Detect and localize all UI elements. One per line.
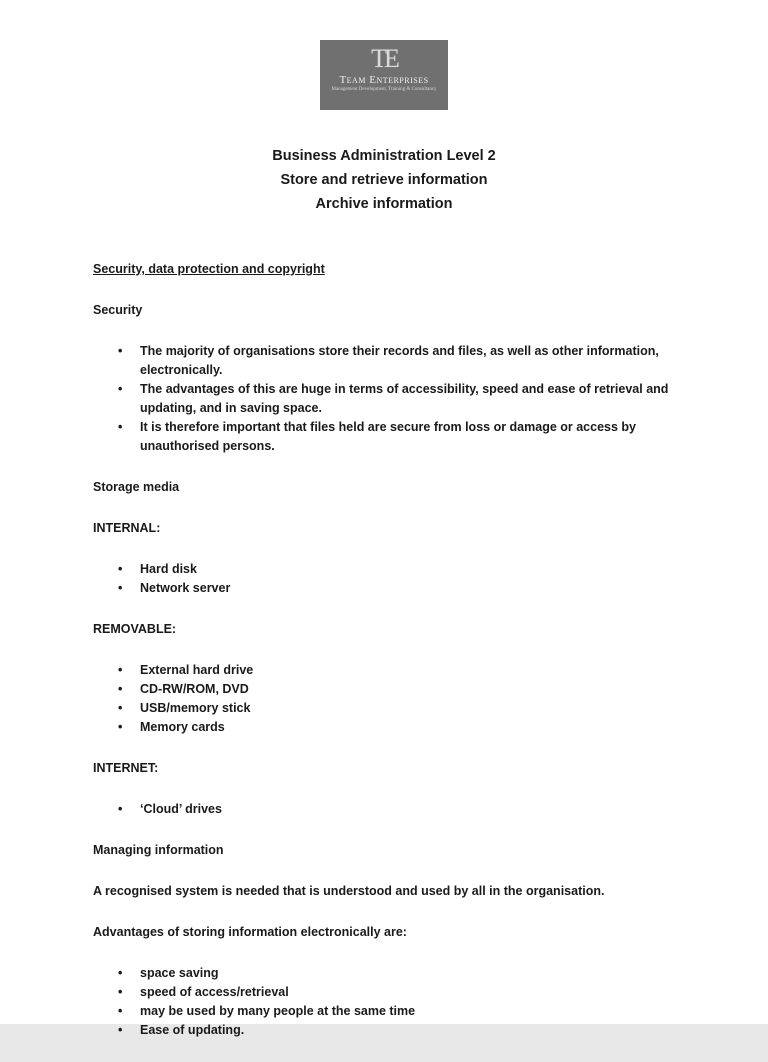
list-item: • External hard drive [93,661,675,680]
logo-box [320,40,448,110]
subheading-removable: REMOVABLE: [93,622,177,636]
internet-bullet-list [93,800,675,819]
title-line-2: Store and retrieve information [280,172,488,188]
managing-paragraph-1: A recognised system is needed that is understood and used by all in the organisation. [93,884,605,898]
internal-bullet-list [93,560,675,598]
subheading-internal: INTERNAL: [93,521,161,535]
list-item: • The majority of organisations store their records and files, as well as other information, electronically. [93,342,675,380]
subheading-security: Security [93,303,143,317]
subheading-internet: INTERNET: [93,761,159,775]
document-title-block [0,144,768,216]
security-bullet-list [93,342,675,456]
section-heading: Security, data protection and copyright [93,262,325,276]
list-item: • Ease of updating. [93,1021,675,1040]
subheading-storage-media: Storage media [93,480,180,494]
list-item: • ‘Cloud’ drives [93,800,675,819]
list-item: • USB/memory stick [93,699,675,718]
list-item: • CD-RW/ROM, DVD [93,680,675,699]
removable-bullet-list [93,661,675,737]
logo-tagline: Management Development, Training & Consultancy [331,87,437,92]
advantages-bullet-list [93,964,675,1040]
list-item: • speed of access/retrieval [93,983,675,1002]
list-item: • space saving [93,964,675,983]
list-item: • It is therefore important that files held are secure from loss or damage or access by unauthorised persons. [93,418,675,456]
subheading-managing-information: Managing information [93,843,224,857]
managing-paragraph-2: Advantages of storing information electronically are: [93,925,407,939]
logo-company-name: Team Enterprises [339,74,429,86]
list-item: • The advantages of this are huge in terms of accessibility, speed and ease of retrieval and updating, and in saving space. [93,380,675,418]
list-item: • may be used by many people at the same time [93,1002,675,1021]
logo-monogram-icon: TE [371,44,397,73]
title-line-3: Archive information [315,196,453,212]
title-line-1: Business Administration Level 2 [272,148,496,164]
list-item: • Network server [93,579,675,598]
list-item: • Hard disk [93,560,675,579]
list-item: • Memory cards [93,718,675,737]
company-logo [0,40,768,110]
document-body [93,260,675,1062]
